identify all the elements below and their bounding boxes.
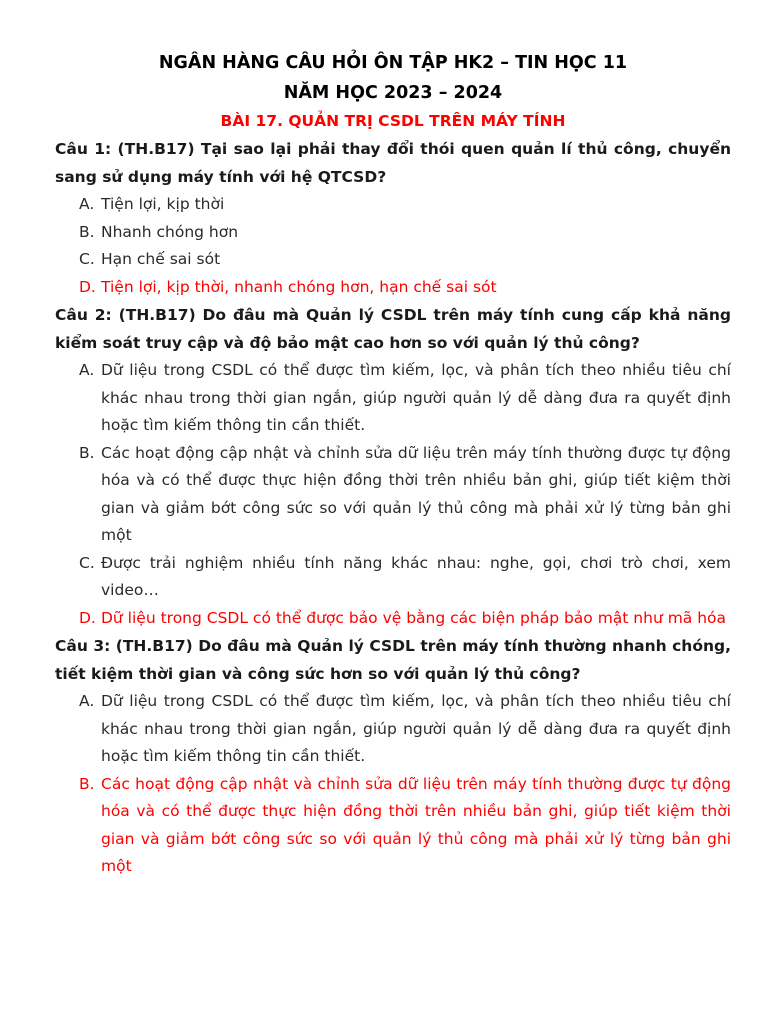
option-letter: C. [79,553,95,572]
answer-option-correct [55,274,731,302]
document-title-line2: NĂM HỌC 2023 – 2024 [283,83,503,103]
option-letter-cell [55,191,101,219]
answer-options [55,688,731,881]
option-text: Các hoạt động cập nhật và chỉnh sửa dữ liệu trên máy tính thường được tự động hóa và có thể được thực hiện đồng thời trên nhiều bản ghi, giúp tiết kiệm thời gian và giảm bớt công sức so với quản lý thủ công mà phải xử lý từng bản ghi một [101,443,731,544]
option-text: Được trải nghiệm nhiều tính năng khác nhau: nghe, gọi, chơi trò chơi, xem video… [101,553,731,599]
option-letter-cell [55,771,101,881]
question-list [55,135,731,881]
question-text: Câu 1: (TH.B17) Tại sao lại phải thay đổi thói quen quản lí thủ công, chuyển sang sử dụng máy tính với hệ QTCSD? [55,140,731,186]
option-letter-cell [55,550,101,605]
question-block [55,632,731,881]
option-text: Các hoạt động cập nhật và chỉnh sửa dữ liệu trên máy tính thường được tự động hóa và có thể được thực hiện đồng thời trên nhiều bản ghi, giúp tiết kiệm thời gian và giảm bớt công sức so với quản lý thủ công mà phải xử lý từng bản ghi một [101,774,731,875]
option-text: Hạn chế sai sót [101,250,221,268]
option-letter: C. [79,250,95,268]
option-text: Dữ liệu trong CSDL có thể được tìm kiếm, lọc, và phân tích theo nhiều tiêu chí khác nhau trong thời gian ngắn, giúp người quản lý dễ dàng đưa ra quyết định hoặc tìm kiếm thông tin cần thiết. [101,361,731,434]
answer-option [55,550,731,605]
option-letter-cell [55,357,101,440]
option-text: Tiện lợi, kịp thời [101,195,225,213]
option-text: Nhanh chóng hơn [101,222,239,241]
answer-options [55,357,731,632]
question-text: Câu 2: (TH.B17) Do đâu mà Quản lý CSDL trên máy tính cung cấp khả năng kiểm soát truy cập và độ bảo mật cao hơn so với quản lý thủ công? [55,306,731,352]
option-letter: D. [79,277,96,296]
document-title-line1: NGÂN HÀNG CÂU HỎI ÔN TẬP HK2 – TIN HỌC 11 [158,53,628,73]
option-text: Dữ liệu trong CSDL có thể được bảo vệ bằng các biện pháp bảo mật như mã hóa [101,608,727,627]
question-block [55,301,731,632]
option-letter-cell [55,274,101,302]
option-letter: B. [79,443,95,462]
option-letter-cell [55,219,101,247]
option-letter-cell [55,440,101,550]
answer-option [55,688,731,771]
option-letter: A. [79,195,95,213]
option-letter-cell [55,246,101,274]
answer-option [55,191,731,219]
answer-option [55,246,731,274]
option-letter: D. [79,608,96,627]
answer-option-correct [55,605,731,633]
option-text: Tiện lợi, kịp thời, nhanh chóng hơn, hạn chế sai sót [101,277,497,296]
option-letter: A. [79,692,95,710]
document-page [55,48,731,881]
option-letter: B. [79,774,95,793]
option-text: Dữ liệu trong CSDL có thể được tìm kiếm, lọc, và phân tích theo nhiều tiêu chí khác nhau trong thời gian ngắn, giúp người quản lý dễ dàng đưa ra quyết định hoặc tìm kiếm thông tin cần thiết. [101,692,731,765]
answer-option [55,357,731,440]
answer-option [55,219,731,247]
question-block [55,135,731,301]
option-letter-cell [55,605,101,633]
answer-option [55,440,731,550]
answer-option-correct [55,771,731,881]
option-letter: A. [79,361,95,379]
section-heading: BÀI 17. QUẢN TRỊ CSDL TRÊN MÁY TÍNH [220,112,566,130]
option-letter-cell [55,688,101,771]
question-text: Câu 3: (TH.B17) Do đâu mà Quản lý CSDL trên máy tính thường nhanh chóng, tiết kiệm thời gian và công sức hơn so với quản lý thủ công? [55,637,731,683]
answer-options [55,191,731,301]
option-letter: B. [79,222,95,241]
